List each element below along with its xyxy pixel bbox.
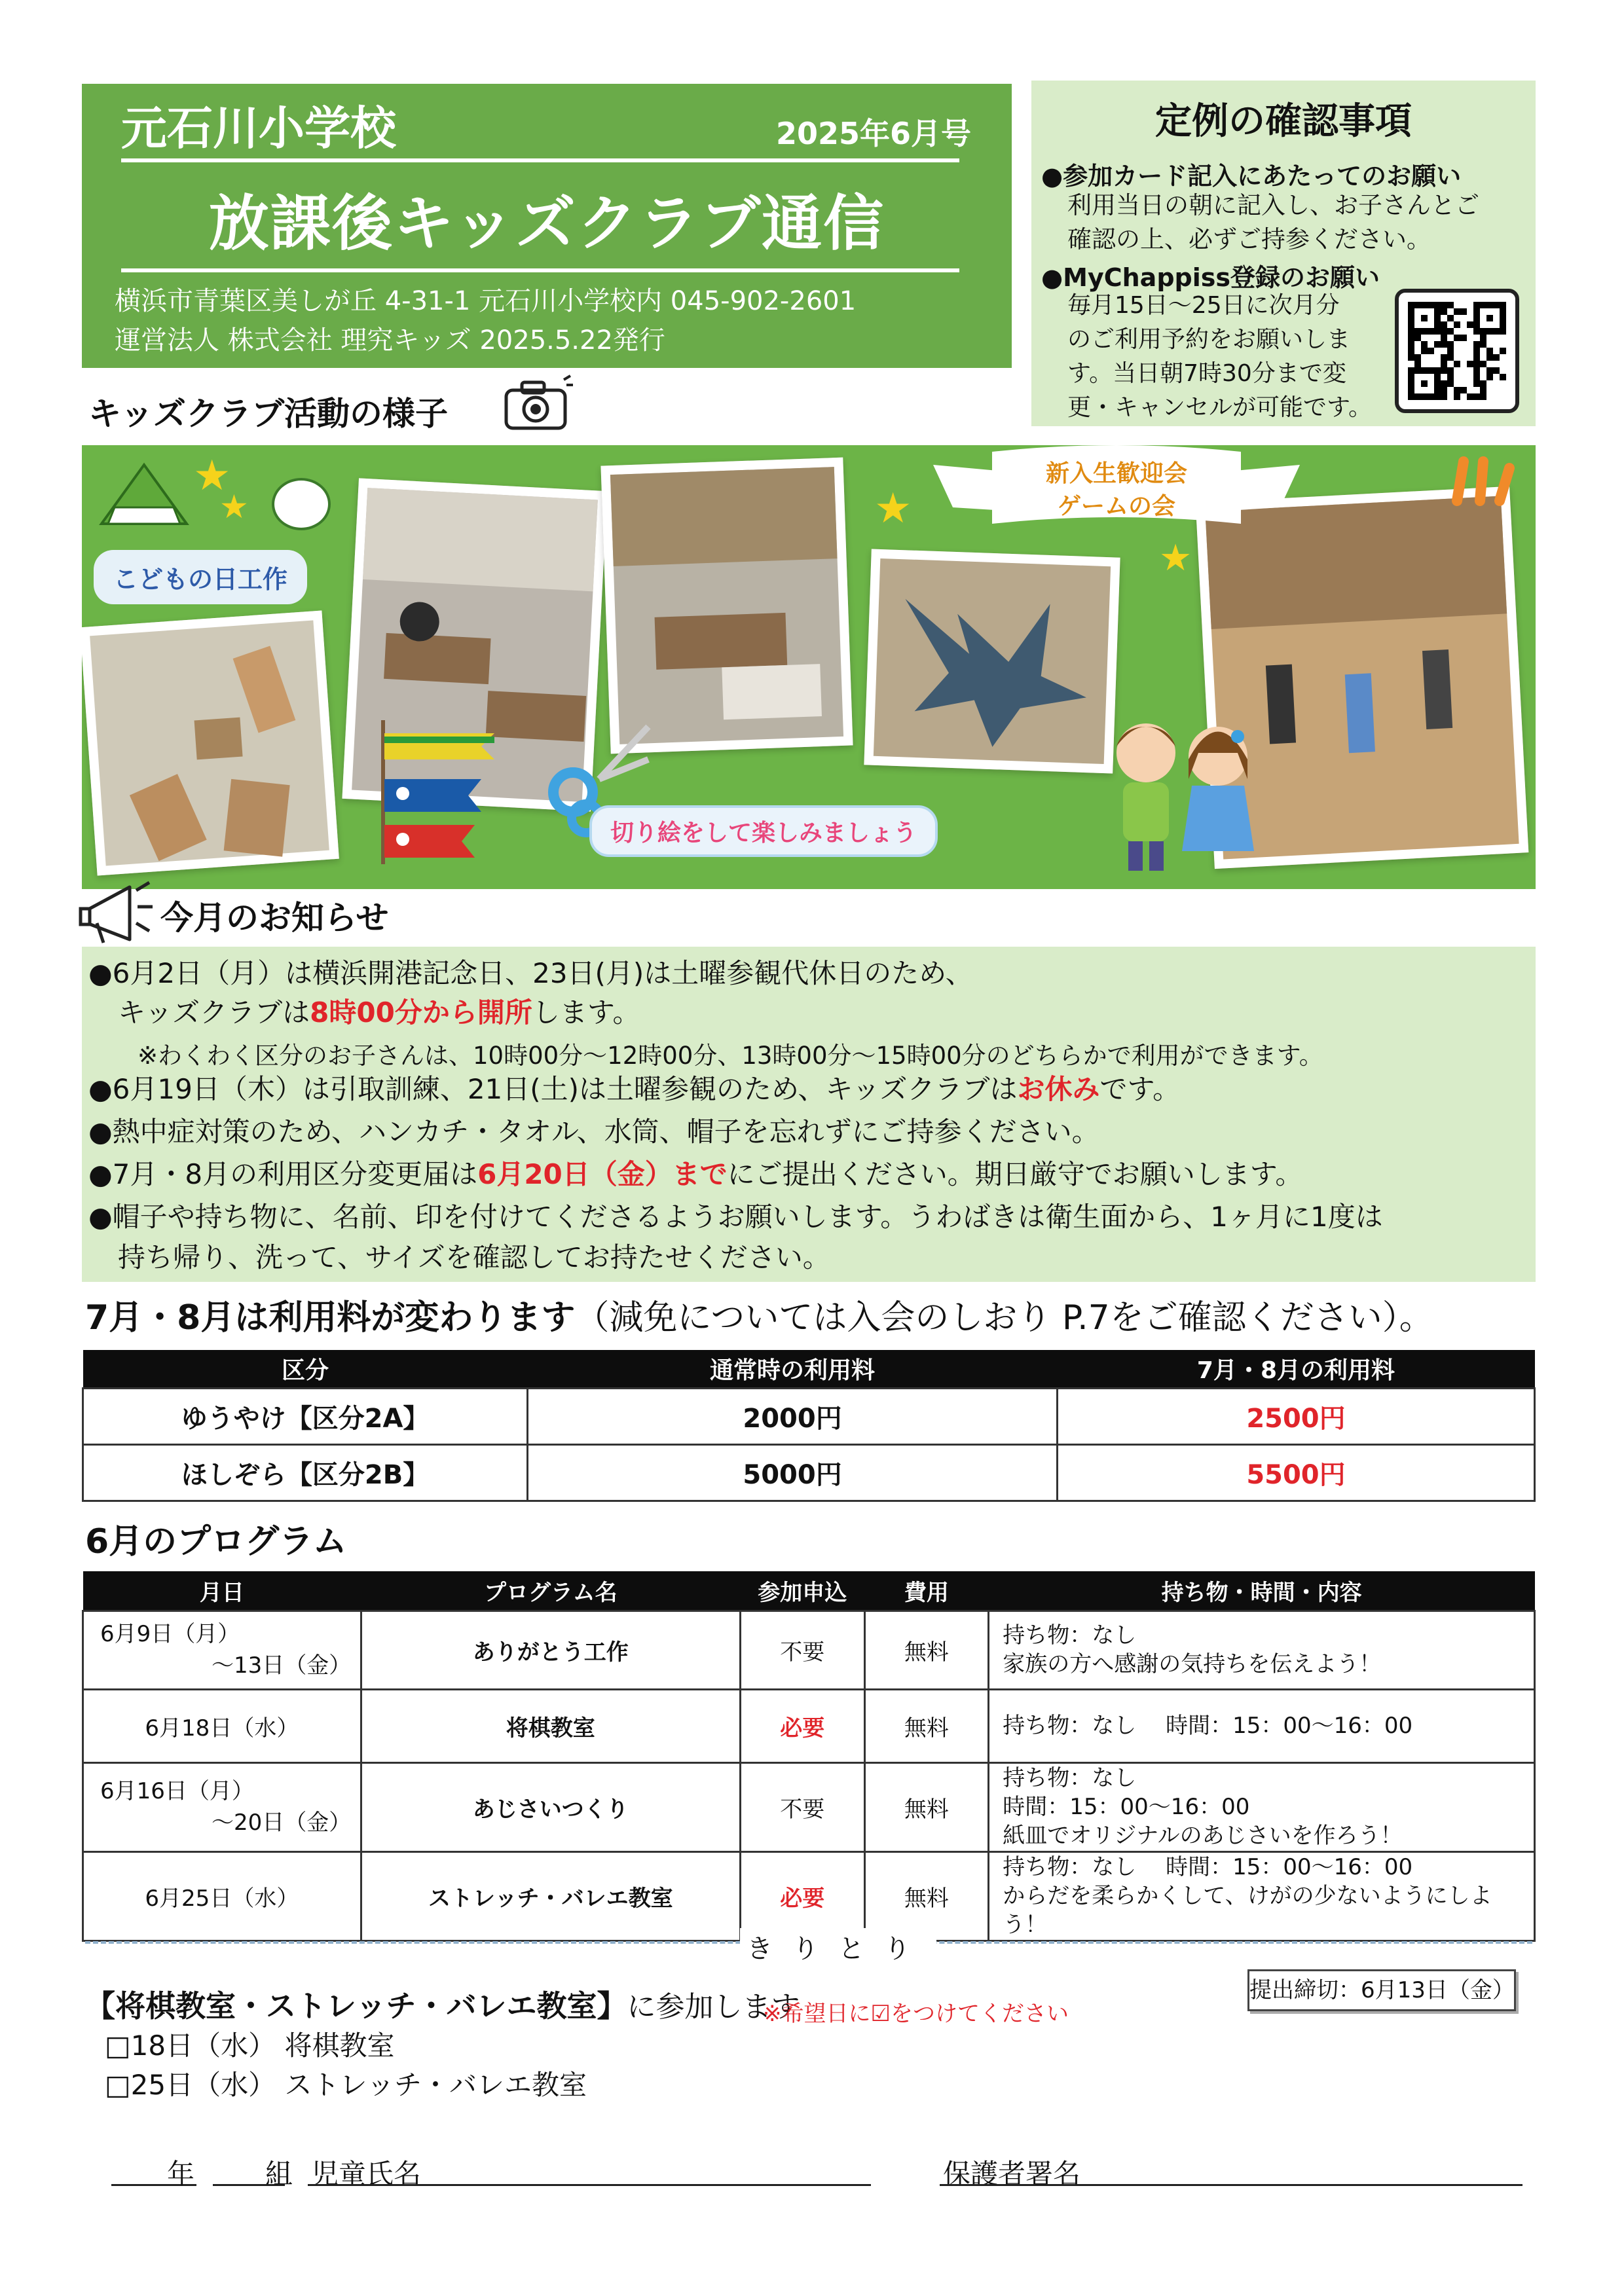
craft-photo xyxy=(82,611,339,876)
qr-code-icon[interactable] xyxy=(1395,289,1519,413)
mochi-icon xyxy=(272,478,331,530)
notice-note: ※わくわく区分のお子さんは、10時00分～12時00分、13時00分～15時00分のどちらかで利用ができます。 xyxy=(138,1042,1323,1070)
open-time-highlight: 8時00分から開所 xyxy=(310,996,532,1029)
program-info: 持ち物：なし 時間：15：00～16：00 からだを柔らかくして、けがの少ないようにしよう！ xyxy=(989,1851,1535,1941)
guardian-field[interactable] xyxy=(940,2184,1522,2186)
welcome-ribbon-line1: 新入生歓迎会 xyxy=(1045,460,1187,487)
program-fee: 無料 xyxy=(864,1851,989,1941)
rules-item2-line: す。当日朝7時30分まで変 xyxy=(1067,360,1346,387)
leaf-hat-icon xyxy=(95,458,193,537)
rules-item1-heading: ●参加カード記入にあたってのお願い xyxy=(1041,162,1462,191)
table-row xyxy=(83,1851,1535,1941)
notice-heading: 今月のお知らせ xyxy=(160,899,389,937)
child-name-label: 児童氏名 xyxy=(311,2158,422,2190)
program-col-header: プログラム名 xyxy=(361,1571,740,1611)
address: 横浜市青葉区美しが丘 4-31-1 元石川小学校内 045-902-2601 xyxy=(115,286,857,316)
cut-label: きりとり xyxy=(740,1928,936,1965)
rules-item2-line: 更・キャンセルが可能です。 xyxy=(1067,394,1373,421)
child-name-field[interactable] xyxy=(308,2184,871,2186)
program-date: 6月9日（月） ～13日（金） xyxy=(83,1611,361,1689)
fee-summer: 5500円 xyxy=(1057,1444,1534,1501)
program-date: 6月16日（月） ～20日（金） xyxy=(83,1762,361,1851)
megaphone-icon xyxy=(77,877,156,949)
kirie-photo xyxy=(864,549,1120,773)
notice-line: キッズクラブは8時00分から開所します。 xyxy=(118,996,640,1029)
deadline-highlight: 6月20日（金）まで xyxy=(477,1158,728,1190)
fee-col-header: 区分 xyxy=(83,1350,528,1388)
notice-box xyxy=(82,947,1536,1282)
notice-line: ●熱中症対策のため、ハンカチ・タオル、水筒、帽子を忘れずにご持参ください。 xyxy=(88,1116,1099,1148)
table-row xyxy=(83,1689,1535,1762)
guardian-label: 保護者署名 xyxy=(943,2158,1081,2190)
fee-table xyxy=(82,1350,1536,1502)
program-apply: 必要 xyxy=(740,1851,864,1941)
deadline-box: 提出締切：6月13日（金） xyxy=(1247,1969,1516,2011)
fee-normal: 5000円 xyxy=(528,1444,1058,1501)
grade-label: 年 xyxy=(167,2158,195,2190)
notice-line: 持ち帰り、洗って、サイズを確認してお持たせください。 xyxy=(118,1241,830,1273)
newsletter-title: 放課後キッズクラブ通信 xyxy=(208,189,885,259)
notice-line: ●帽子や持ち物に、名前、印を付けてくださるようお願いします。うわばきは衛生面から、1ヶ月に1度は xyxy=(88,1201,1383,1233)
children-illustration-icon xyxy=(1103,707,1261,877)
rules-title: 定例の確認事項 xyxy=(1155,100,1412,143)
program-col-header: 費用 xyxy=(864,1571,989,1611)
rules-item2-heading: ●MyChappiss登録のお願い xyxy=(1041,263,1380,292)
fee-heading-note: （減免については入会のしおり P.7をご確認ください）。 xyxy=(575,1298,1433,1338)
table-row xyxy=(83,1762,1535,1851)
sparkle-icon xyxy=(1444,448,1516,507)
program-col-header: 月日 xyxy=(83,1571,361,1611)
school-name: 元石川小学校 xyxy=(121,101,396,155)
fee-category: ゆうやけ【区分2A】 xyxy=(83,1388,528,1444)
program-apply: 不要 xyxy=(740,1611,864,1689)
camera-icon xyxy=(501,374,573,433)
rules-item2-line: のご利用予約をお願いしま xyxy=(1067,326,1351,353)
program-info: 持ち物：なし 時間：15：00～16：00 xyxy=(989,1689,1535,1762)
program-name: あじさいつくり xyxy=(361,1762,740,1851)
fee-normal: 2000円 xyxy=(528,1388,1058,1444)
program-name: 将棋教室 xyxy=(361,1689,740,1762)
rules-box xyxy=(1031,81,1536,426)
program-date: 6月25日（水） xyxy=(83,1851,361,1941)
program-date: 6月18日（水） xyxy=(83,1689,361,1762)
header-box xyxy=(82,84,1012,368)
closed-highlight: お休み xyxy=(1017,1073,1100,1105)
checkbox-shogi[interactable]: □18日（水） 将棋教室 xyxy=(105,2030,395,2062)
issue-label: 2025年6月号 xyxy=(775,116,971,151)
notice-line: ●6月2日（月）は横浜開港記念日、23日(月)は土曜参観代休日のため、 xyxy=(88,957,973,989)
fee-summer: 2500円 xyxy=(1057,1388,1534,1444)
star-icon: ★ xyxy=(193,452,231,500)
notice-line: ●6月19日（木）は引取訓練、21日(土)は土曜参観のため、キッズクラブはお休みです。 xyxy=(88,1073,1181,1105)
fee-category: ほしぞら【区分2B】 xyxy=(83,1444,528,1501)
rules-item2-line: 毎月15日～25日に次月分 xyxy=(1067,292,1340,319)
classroom-photo-2 xyxy=(600,458,853,754)
kirie-tag: 切り絵をして楽しみましょう xyxy=(589,805,938,857)
fee-col-header: 通常時の利用料 xyxy=(528,1350,1058,1388)
koinobori-icon xyxy=(370,720,501,864)
table-row xyxy=(83,1444,1535,1501)
program-info: 持ち物：なし 家族の方へ感謝の気持ちを伝えよう！ xyxy=(989,1611,1535,1689)
star-icon: ★ xyxy=(219,488,249,526)
program-fee: 無料 xyxy=(864,1689,989,1762)
fee-heading: 7月・8月は利用料が変わります（減免については入会のしおり P.7をご確認ください）。 xyxy=(85,1298,1433,1338)
program-fee: 無料 xyxy=(864,1762,989,1851)
star-icon: ★ xyxy=(874,484,912,533)
signature-area xyxy=(0,2153,1624,2192)
kodomo-tag: こどもの日工作 xyxy=(94,550,307,604)
class-label: 組 xyxy=(265,2158,293,2190)
program-name: ありがとう工作 xyxy=(361,1611,740,1689)
apply-statement: 【将棋教室・ストレッチ・バレエ教室】に参加します xyxy=(85,1988,800,2024)
rules-item1-line: 確認の上、必ずご持参ください。 xyxy=(1067,225,1431,253)
table-row xyxy=(83,1611,1535,1689)
program-table xyxy=(82,1571,1536,1942)
checkbox-ballet[interactable]: □25日（水） ストレッチ・バレエ教室 xyxy=(105,2069,587,2101)
header-rule xyxy=(121,268,959,272)
activity-photo-banner xyxy=(82,445,1536,889)
program-info: 持ち物：なし 時間：15：00～16：00 紙皿でオリジナルのあじさいを作ろう！ xyxy=(989,1762,1535,1851)
header-rule xyxy=(121,158,959,162)
program-col-header: 参加申込 xyxy=(740,1571,864,1611)
operator: 運営法人 株式会社 理究キッズ 2025.5.22発行 xyxy=(115,325,665,355)
rules-item1-line: 利用当日の朝に記入し、お子さんとご xyxy=(1067,191,1479,219)
notice-line: ●7月・8月の利用区分変更届は6月20日（金）までにご提出ください。期日厳守でお願いします。 xyxy=(88,1158,1303,1190)
program-col-header: 持ち物・時間・内容 xyxy=(989,1571,1535,1611)
welcome-ribbon-line2: ゲームの会 xyxy=(1057,493,1175,520)
program-fee: 無料 xyxy=(864,1611,989,1689)
program-apply: 不要 xyxy=(740,1762,864,1851)
activity-heading: キッズクラブ活動の様子 xyxy=(88,395,448,433)
program-name: ストレッチ・バレエ教室 xyxy=(361,1851,740,1941)
program-heading: 6月のプログラム xyxy=(85,1522,347,1561)
table-row xyxy=(83,1388,1535,1444)
program-apply: 必要 xyxy=(740,1689,864,1762)
fee-col-header: 7月・8月の利用料 xyxy=(1057,1350,1534,1388)
checkbox-hint: ※希望日に☑をつけてください xyxy=(763,2001,1069,2027)
star-icon: ★ xyxy=(1159,537,1192,579)
